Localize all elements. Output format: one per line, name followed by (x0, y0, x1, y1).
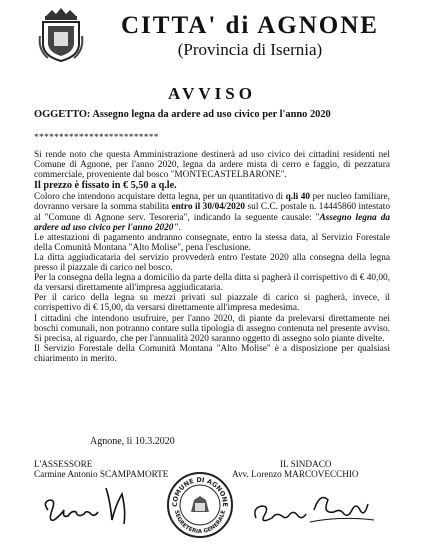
notice-body (34, 150, 390, 364)
assessor-role: L'ASSESSORE (34, 459, 93, 469)
payment-text-a: Coloro che intendono acquistare detta legna, per un quantitativo di (34, 192, 286, 203)
mayor-signature (250, 480, 380, 530)
notice-heading: AVVISO (168, 84, 256, 103)
paragraph-home-delivery: Per la consegna della legna a domicilio da parte della ditta si pagherà il corrispettivo di € 40,00, da versarsi direttamente all'impresa aggiudicataria. (34, 273, 391, 294)
payment-deadline: entro il 30/04/2020 (171, 202, 246, 213)
price-line: Il prezzo è fissato in € 5,50 a q.le. (34, 180, 177, 192)
assessor-name: Carmine Antonio SCAMPAMORTE (34, 469, 169, 479)
paragraph-trees: I cittadini che intendono usufruire, per l'anno 2020, di piante da prelevarsi direttamente nei boschi comunali, non potranno contare sulla tipologia di assegno contenuta nel presente avviso. Si precisa, al riguardo, che per l'annualità 2020 saranno oggetto di assegno solo piante divelte. (34, 313, 390, 344)
payment-causale: Assegno legna da ardere ad uso civico per l'anno 2020" (34, 212, 390, 233)
town-crest-icon (38, 6, 84, 62)
province-subtitle: (Provincia di Isernia) (177, 40, 323, 59)
town-title: CITTA' di AGNONE (121, 12, 379, 39)
stamp-text-bottom: SEGRETERIA GENERALE (173, 509, 227, 536)
payment-text-g: . (178, 222, 181, 233)
payment-text-e: sul C.C. postale n. 14445860 intestato al "Comune di Agnone serv. Tesoreria", indicando la seguente causale: " (34, 202, 390, 223)
official-stamp (165, 470, 235, 540)
notice-subject: OGGETTO: Assegno legna da ardere ad uso civico per l'anno 2020 (34, 109, 331, 120)
mayor-name: Avv. Lorenzo MARCOVECCHIO (232, 469, 359, 479)
paragraph-payment (34, 192, 390, 232)
payment-quantity: q.li 40 (285, 192, 311, 203)
date-line: Agnone, li 10.3.2020 (90, 436, 175, 447)
paragraph-contact: Il Servizio Forestale della Comunità Montana "Alto Molise" è a disposizione per qualsiasi chiarimento in merito. (34, 343, 390, 364)
paragraph-attestations: Le attestazioni di pagamento andranno consegnate, entro la stessa data, al Servizio Forestale della Comunità Montana "Alto Molise", pena l'esclusione. (34, 232, 390, 253)
paragraph-delivery: La ditta aggiudicataria del servizio provvederà entro l'estate 2020 alla consegna della legna presso il piazzale di carico nel bosco. (34, 252, 390, 274)
stamp-text-top: COMUNE DI AGNONE (170, 475, 230, 507)
paragraph-intro: Si rende noto che questa Amministrazione destinerà ad uso civico dei cittadini residenti nel Comune di Agnone, per l'anno 2020, legna da ardere mista di cerro e faggio, di pezzatura commerciale, proveniente dal bosco "MONTECASTELBARONE". (34, 150, 390, 181)
payment-text-c: per nucleo familiare, dovranno versare la somma stabilita (34, 192, 390, 213)
paragraph-private-loading: Per il carico della legna su mezzi privati sul piazzale di carico si pagherà, invece, il corrispettivo di € 15,00, da versarsi direttamente all'impresa medesima. (34, 293, 390, 314)
separator: ************************* (34, 133, 159, 143)
assessor-signature (40, 480, 140, 530)
mayor-role: IL SINDACO (280, 459, 332, 469)
